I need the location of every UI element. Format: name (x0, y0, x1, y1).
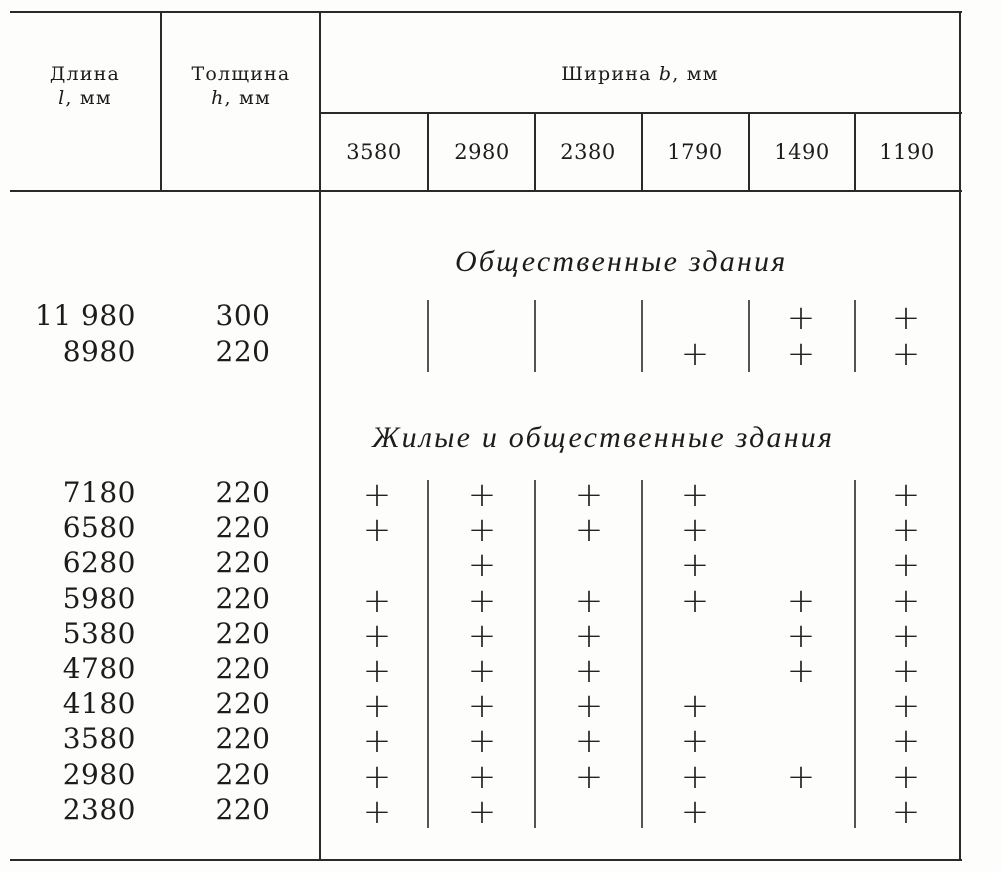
availability-mark: + (891, 791, 921, 832)
section-title-public: Общественные здания (455, 245, 788, 278)
availability-mark: + (680, 545, 710, 586)
availability-mark: + (574, 756, 604, 797)
availability-mark: + (362, 615, 392, 656)
row-length: 8980 (62, 335, 136, 368)
row-thickness: 220 (215, 546, 271, 580)
row-length: 6580 (62, 511, 136, 545)
section-title-residential: Жилые и общественные здания (372, 421, 835, 454)
availability-mark: + (786, 334, 816, 374)
availability-mark: + (680, 580, 710, 621)
availability-mark: + (574, 580, 604, 621)
availability-mark: + (362, 686, 392, 727)
availability-mark: + (574, 721, 604, 762)
availability-mark: + (362, 510, 392, 551)
row-length: 4780 (62, 652, 136, 685)
availability-mark: + (786, 651, 816, 691)
availability-mark: + (467, 615, 497, 656)
length-header-unit (20, 86, 150, 110)
availability-mark: + (786, 615, 816, 656)
row-thickness: 220 (215, 652, 271, 685)
availability-mark: + (891, 721, 921, 762)
availability-mark: + (362, 475, 392, 515)
availability-mark: + (891, 334, 921, 374)
availability-mark: + (467, 721, 497, 762)
width-col-1490: 1490 (774, 140, 830, 164)
row-length: 7180 (62, 476, 136, 509)
row-thickness: 220 (215, 616, 271, 650)
availability-mark: + (680, 334, 710, 374)
availability-mark: + (362, 791, 392, 832)
row-length: 3580 (62, 722, 136, 756)
availability-mark: + (574, 615, 604, 656)
availability-mark: + (574, 510, 604, 551)
thickness-unit: , мм (224, 87, 271, 109)
width-col-2380: 2380 (560, 140, 616, 164)
availability-mark: + (680, 756, 710, 797)
availability-mark: + (467, 791, 497, 832)
length-unit: , мм (65, 87, 112, 109)
row-length: 11 980 (35, 299, 136, 332)
availability-mark: + (891, 298, 921, 338)
row-length: 2980 (62, 757, 136, 791)
row-thickness: 220 (215, 511, 271, 545)
thickness-header-label: Толщина (191, 63, 291, 85)
availability-mark: + (467, 545, 497, 586)
availability-mark: + (891, 686, 921, 727)
availability-mark: + (362, 756, 392, 797)
thickness-header-unit (170, 86, 312, 110)
width-col-3580: 3580 (346, 140, 402, 164)
availability-mark: + (786, 298, 816, 338)
length-header (20, 62, 150, 110)
width-col-1190: 1190 (879, 140, 935, 164)
availability-mark: + (467, 651, 497, 691)
availability-mark: + (467, 510, 497, 551)
availability-mark: + (891, 756, 921, 797)
availability-mark: + (891, 651, 921, 691)
availability-mark: + (574, 686, 604, 727)
thickness-symbol: h (211, 87, 225, 109)
thickness-header (170, 62, 312, 110)
row-length: 5380 (62, 616, 136, 650)
row-thickness: 220 (215, 581, 271, 615)
availability-mark: + (362, 721, 392, 762)
row-thickness: 300 (215, 299, 271, 332)
row-length: 5980 (62, 581, 136, 615)
availability-mark: + (891, 510, 921, 551)
row-thickness: 220 (215, 722, 271, 756)
availability-mark: + (891, 545, 921, 586)
availability-mark: + (680, 686, 710, 727)
availability-mark: + (891, 475, 921, 515)
availability-mark: + (467, 686, 497, 727)
availability-mark: + (891, 580, 921, 621)
row-thickness: 220 (215, 476, 271, 509)
availability-mark: + (467, 580, 497, 621)
row-thickness: 220 (215, 757, 271, 791)
width-header-label: Ширина (561, 63, 652, 85)
row-length: 6280 (62, 546, 136, 580)
availability-mark: + (574, 651, 604, 691)
availability-mark: + (680, 791, 710, 832)
availability-mark: + (362, 651, 392, 691)
width-col-1790: 1790 (667, 140, 723, 164)
availability-mark: + (680, 721, 710, 762)
length-header-label: Длина (49, 63, 121, 85)
row-thickness: 220 (215, 335, 271, 368)
row-thickness: 220 (215, 687, 271, 721)
width-symbol: b (658, 63, 673, 85)
row-length: 2380 (62, 792, 136, 826)
length-symbol: l (58, 87, 66, 109)
availability-mark: + (680, 510, 710, 551)
row-length: 4180 (62, 687, 136, 721)
availability-mark: + (786, 580, 816, 621)
availability-mark: + (362, 580, 392, 621)
row-thickness: 220 (215, 792, 271, 826)
width-header (320, 62, 960, 86)
width-unit: , мм (672, 63, 719, 85)
availability-mark: + (467, 756, 497, 797)
availability-mark: + (786, 756, 816, 797)
availability-mark: + (574, 475, 604, 515)
availability-mark: + (680, 475, 710, 515)
width-col-2980: 2980 (454, 140, 510, 164)
availability-mark: + (467, 475, 497, 515)
availability-mark: + (891, 615, 921, 656)
